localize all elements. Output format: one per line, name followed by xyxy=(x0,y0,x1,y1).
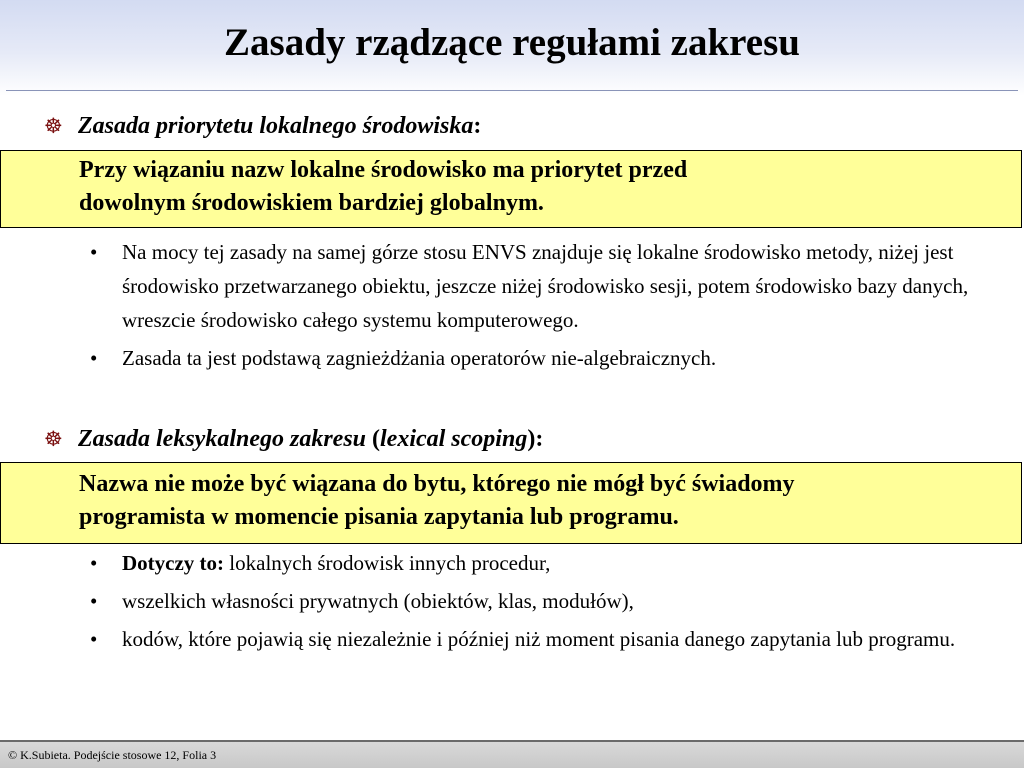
section-heading-2-suffix: ): xyxy=(527,426,544,452)
list-item xyxy=(90,235,990,337)
bullet-dot: • xyxy=(90,346,98,370)
section-heading-1-text: Zasada priorytetu lokalnego środowiska xyxy=(78,113,474,139)
bullet-dot: • xyxy=(90,589,98,613)
bullet-dot: • xyxy=(90,551,98,575)
principle-box-2-line-1: Nazwa nie może być wiązana do bytu, którego nie mógł być świadomy xyxy=(79,471,795,497)
section-heading-2-italic: lexical scoping xyxy=(380,426,528,452)
list-item-bold: Dotyczy to: xyxy=(122,551,225,575)
section-heading-1 xyxy=(44,111,481,141)
bullet-dot: • xyxy=(90,240,98,264)
principle-box-2-line-2: programista w momencie pisania zapytania lub programu. xyxy=(79,504,679,530)
principle-box-1-line-2: dowolnym środowiskiem bardziej globalnym. xyxy=(79,190,544,216)
footer-text: © K.Subieta. Podejście stosowe 12, Folia 3 xyxy=(8,748,217,762)
wheel-bullet-icon: ☸ xyxy=(44,114,63,138)
list-item-text: Zasada ta jest podstawą zagnieżdżania operatorów nie-algebraicznych. xyxy=(122,346,717,370)
list-item xyxy=(90,341,990,375)
bullet-list-2 xyxy=(90,546,990,660)
principle-box-2 xyxy=(0,462,1022,544)
section-heading-2-text: Zasada leksykalnego zakresu xyxy=(78,426,366,452)
list-item xyxy=(90,546,990,580)
principle-box-1 xyxy=(0,150,1022,228)
slide-title: Zasady rządzące regułami zakresu xyxy=(224,21,800,64)
list-item-text: wszelkich własności prywatnych (obiektów, klas, modułów), xyxy=(122,589,634,613)
list-item-text: lokalnych środowisk innych procedur, xyxy=(224,551,551,575)
list-item-text: Na mocy tej zasady na samej górze stosu ENVS znajduje się lokalne środowisko metody, niżej jest środowisko przetwarzanego obiektu, jeszcze niżej środowisko sesji, potem środowisko bazy danych, wreszcie środowisko całego systemu komputerowego. xyxy=(122,240,969,332)
bullet-list-1 xyxy=(90,235,990,379)
list-item xyxy=(90,584,990,618)
section-heading-2-mid: ( xyxy=(366,426,380,452)
section-heading-1-suffix: : xyxy=(473,113,482,139)
principle-box-2-text xyxy=(79,468,1014,534)
bullet-dot: • xyxy=(90,627,98,651)
list-item-text: kodów, które pojawią się niezależnie i później niż moment pisania danego zapytania lub programu. xyxy=(122,627,956,651)
title-divider xyxy=(6,90,1018,91)
list-item xyxy=(90,622,990,656)
section-heading-2 xyxy=(44,424,543,454)
principle-box-1-text xyxy=(79,154,1014,220)
principle-box-1-line-1: Przy wiązaniu nazw lokalne środowisko ma priorytet przed xyxy=(79,157,688,183)
wheel-bullet-icon: ☸ xyxy=(44,427,63,451)
footer-bar xyxy=(0,742,1024,768)
